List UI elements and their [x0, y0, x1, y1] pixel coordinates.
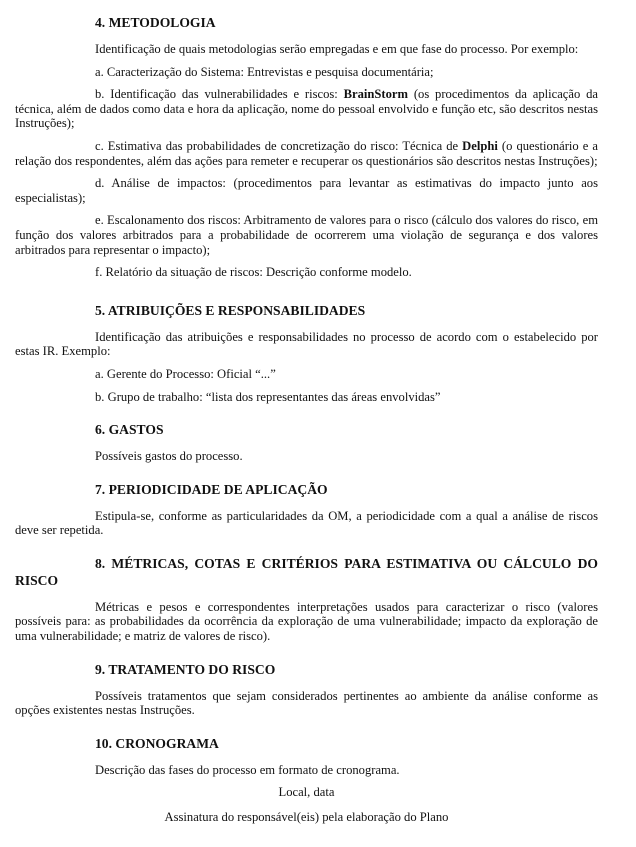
list-item-a: a. Caracterização do Sistema: Entrevistas e pesquisa documentária; [95, 64, 434, 79]
list-item-b-rest: (os procedimentos da aplicação da técnica, além de dados como data e hora da aplicação, nome do pessoal envolvido e função etc, são descritos nestas Instruções); [15, 87, 598, 131]
section-cronograma [15, 735, 598, 778]
section-text: Possíveis tratamentos que sejam considerados pertinentes ao ambiente da análise conforme as opções existentes nestas Instruções. [15, 688, 598, 718]
spacer [15, 546, 598, 555]
list-item-e: e. Escalonamento dos riscos: Arbitramento de valores para o risco (cálculo dos valores do risco, em função dos valores arbitrados para a probabilidade de ocorrerem uma violação de segurança e dos valores arbitrados para representar o impacto); [15, 213, 598, 257]
local-date: Local, data [278, 785, 335, 800]
section-text: Métricas e pesos e correspondentes interpretações usados para caracterizar o risco (valores possíveis para: as probabilidades da ocorrência da exploração de uma vulnerabilidade; impacto da exploração de uma vulnerabilidade; e matriz de valores de risco). [15, 599, 598, 644]
section-title: 9. TRATAMENTO DO RISCO [95, 661, 276, 677]
section-intro: Identificação das atribuições e responsabilidades no processo de acordo com o estabelecido por estas IR. Exemplo: [15, 329, 598, 359]
list-item-d: d. Análise de impactos: (procedimentos para levantar as estimativas do impacto junto aos especialistas); [15, 176, 598, 205]
section-intro: Identificação de quais metodologias serão empregadas e em que fase do processo. Por exemplo: [95, 42, 579, 56]
spacer [15, 412, 598, 421]
list-item-f: f. Relatório da situação de riscos: Descrição conforme modelo. [95, 265, 412, 280]
spacer [15, 652, 598, 661]
list-item-b [15, 87, 598, 131]
list-item-c-rest: (o questionário e a relação dos respondentes, além das ações para remeter e recuperar os questionários são descritos nestas Instruções); [15, 138, 598, 168]
list-item-b: b. Grupo de trabalho: “lista dos representantes das áreas envolvidas” [95, 389, 441, 404]
list-item-c-text: c. Estimativa das probabilidades de concretização do risco: Técnica de [95, 138, 463, 153]
section-title: 4. METODOLOGIA [95, 15, 216, 30]
list-item-b-text: b. Identificação das vulnerabilidades e riscos: [95, 87, 344, 102]
section-gastos [15, 421, 598, 464]
list-item-b-bold: BrainStorm [343, 87, 408, 102]
spacer [15, 726, 598, 735]
section-atribuicoes [15, 302, 598, 404]
list-item-c [15, 139, 598, 168]
section-text: Possíveis gastos do processo. [95, 449, 243, 464]
section-metodologia [15, 14, 598, 280]
spacer [15, 472, 598, 481]
section-text: Descrição das fases do processo em formato de cronograma. [95, 762, 400, 777]
section-text: Estipula-se, conforme as particularidades da OM, a periodicidade com a qual a análise de riscos deve ser repetida. [15, 508, 598, 538]
section-metricas [15, 555, 598, 644]
section-title: 6. GASTOS [95, 422, 164, 438]
section-title: 5. ATRIBUIÇÕES E RESPONSABILIDADES [95, 302, 366, 318]
section-periodicidade [15, 481, 598, 538]
list-item-c-bold: Delphi [462, 138, 498, 153]
section-title: 8. MÉTRICAS, COTAS E CRITÉRIOS PARA ESTIMATIVA OU CÁLCULO DO RISCO [15, 555, 598, 588]
spacer [15, 288, 598, 302]
signature-line: Assinatura do responsável(eis) pela elaboração do Plano [164, 810, 449, 825]
list-item-a: a. Gerente do Processo: Oficial “...” [95, 366, 276, 381]
section-title: 10. CRONOGRAMA [95, 735, 219, 751]
section-tratamento [15, 661, 598, 718]
section-title: 7. PERIODICIDADE DE APLICAÇÃO [95, 481, 328, 497]
